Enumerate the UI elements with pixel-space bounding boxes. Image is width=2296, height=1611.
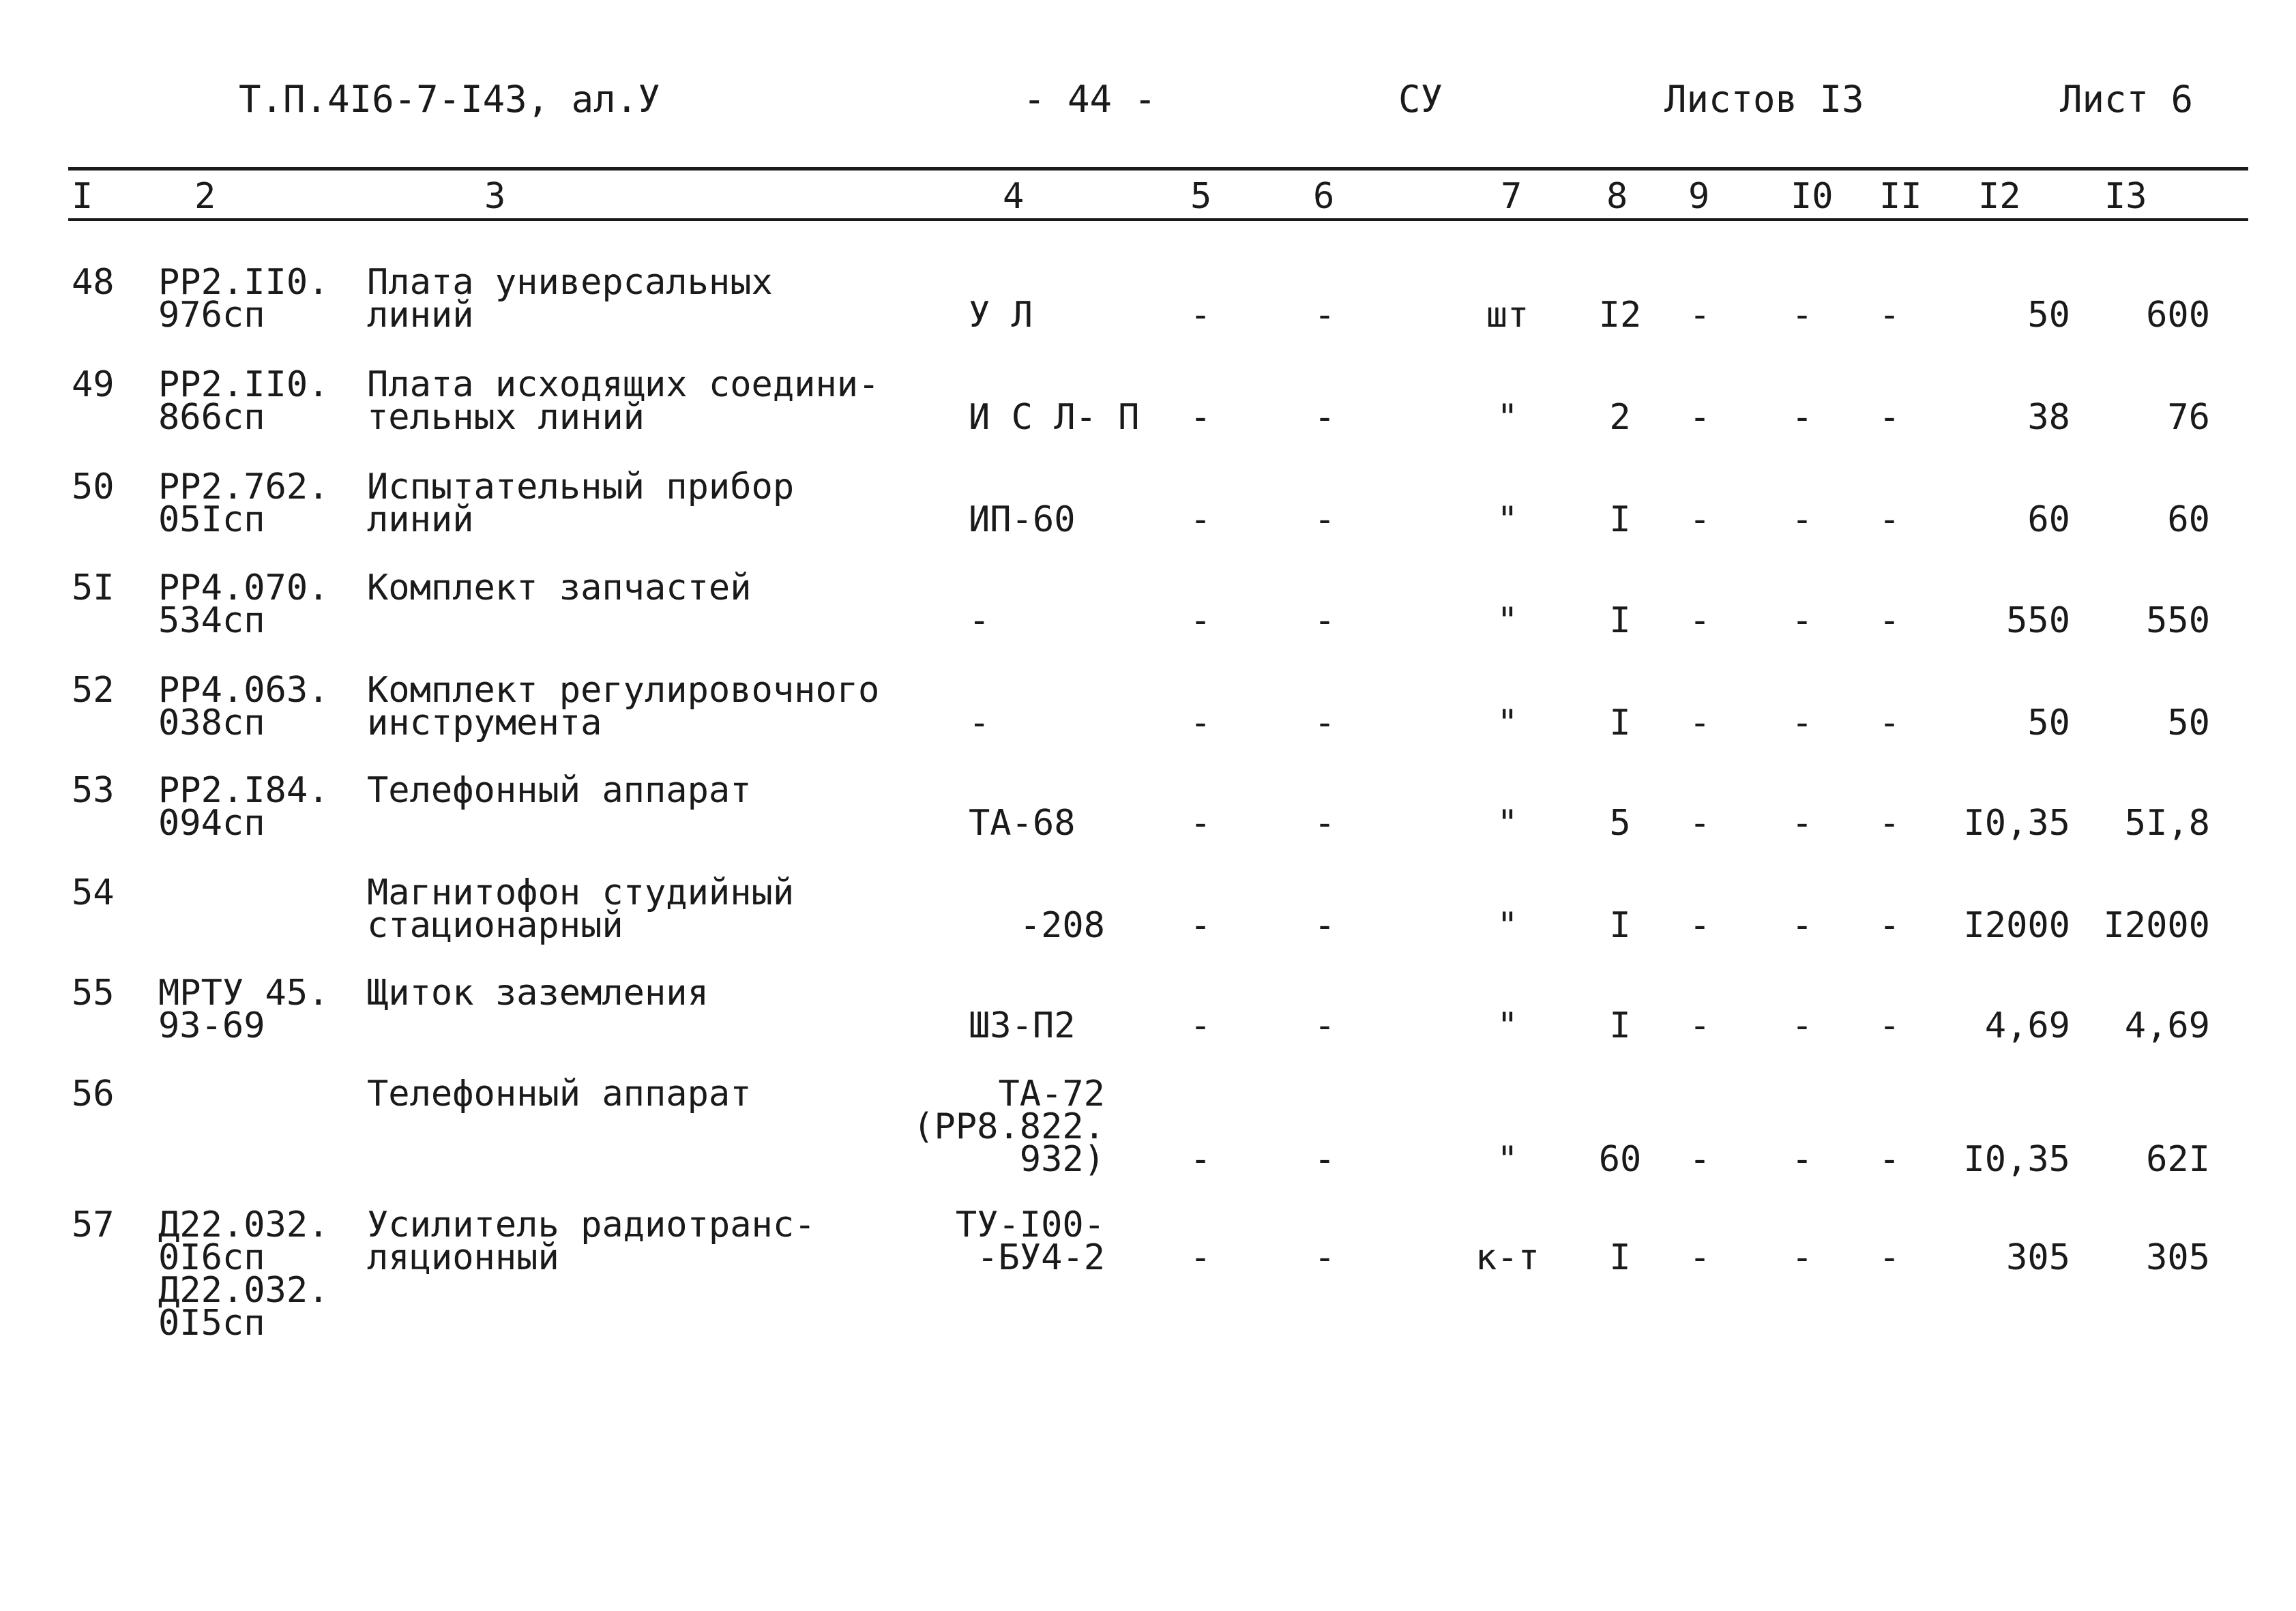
column-header: 5 bbox=[1190, 176, 1212, 217]
col11-value: - bbox=[1879, 1237, 1900, 1278]
designation-code bbox=[158, 1204, 329, 1344]
unit-price: I0,35 bbox=[1963, 1139, 2070, 1180]
col9-value: - bbox=[1689, 600, 1711, 641]
col6-value: - bbox=[1314, 397, 1336, 438]
column-header: 7 bbox=[1501, 176, 1522, 217]
item-name bbox=[367, 770, 752, 811]
col9-value: - bbox=[1689, 905, 1711, 946]
col5-value: - bbox=[1190, 1139, 1211, 1180]
item-name-line: инструмента bbox=[367, 703, 602, 743]
col6-value: - bbox=[1314, 600, 1336, 641]
col10-value: - bbox=[1791, 397, 1813, 438]
item-name-line: Комплект запчастей bbox=[367, 567, 752, 608]
row-number: 53 bbox=[72, 770, 115, 811]
unit: " bbox=[1497, 600, 1518, 641]
designation-code-line: РР2.II0. bbox=[158, 364, 329, 405]
column-header: 8 bbox=[1606, 176, 1628, 217]
type-designation bbox=[900, 1074, 1105, 1180]
col6-value: - bbox=[1314, 499, 1336, 540]
unit-price: 305 bbox=[2006, 1237, 2070, 1278]
unit: шт bbox=[1486, 295, 1529, 336]
designation-code-line: МРТУ 45. bbox=[158, 973, 329, 1014]
col11-value: - bbox=[1879, 1005, 1900, 1046]
type-designation bbox=[969, 499, 1076, 540]
row-number: 56 bbox=[72, 1074, 115, 1114]
item-name bbox=[367, 1074, 752, 1114]
item-name bbox=[367, 973, 709, 1014]
quantity: I bbox=[1609, 1237, 1631, 1278]
col10-value: - bbox=[1791, 905, 1813, 946]
col9-value: - bbox=[1689, 1139, 1711, 1180]
col11-value: - bbox=[1879, 600, 1900, 641]
type-designation bbox=[969, 397, 1140, 438]
designation-code bbox=[158, 670, 329, 743]
designation-code-line: РР4.063. bbox=[158, 670, 329, 711]
row-number: 54 bbox=[72, 872, 115, 913]
column-header: 2 bbox=[194, 176, 216, 217]
total-price: 62I bbox=[2146, 1139, 2210, 1180]
designation-code-line: 866сп bbox=[158, 397, 265, 438]
unit: " bbox=[1497, 905, 1518, 946]
page-number: - 44 - bbox=[1023, 78, 1157, 121]
designation-code-line: 534сп bbox=[158, 600, 265, 641]
quantity: 60 bbox=[1598, 1139, 1642, 1180]
quantity: I bbox=[1609, 905, 1631, 946]
total-price: 600 bbox=[2146, 295, 2210, 336]
item-name bbox=[367, 364, 880, 438]
type-designation-line: У Л bbox=[969, 295, 1033, 336]
col10-value: - bbox=[1791, 1139, 1813, 1180]
table-top-rule bbox=[68, 167, 2248, 171]
col6-value: - bbox=[1314, 1005, 1336, 1046]
col10-value: - bbox=[1791, 803, 1813, 844]
type-designation-line: ТА-72 bbox=[998, 1074, 1105, 1114]
column-header: I0 bbox=[1791, 176, 1834, 217]
unit-price: 550 bbox=[2006, 600, 2070, 641]
col6-value: - bbox=[1314, 905, 1336, 946]
unit: " bbox=[1497, 397, 1518, 438]
column-header: 6 bbox=[1313, 176, 1335, 217]
type-designation-line: ТА-68 bbox=[969, 803, 1076, 844]
col9-value: - bbox=[1689, 397, 1711, 438]
column-header: I2 bbox=[1978, 176, 2021, 217]
type-designation-line: 932) bbox=[1019, 1139, 1105, 1180]
unit-price: 60 bbox=[2027, 499, 2070, 540]
item-name-line: Телефонный аппарат bbox=[367, 1074, 752, 1114]
type-designation bbox=[969, 1005, 1076, 1046]
row-number: 57 bbox=[72, 1204, 115, 1245]
table-header-rule bbox=[68, 218, 2248, 221]
designation-code bbox=[158, 770, 329, 844]
col11-value: - bbox=[1879, 1139, 1900, 1180]
unit-price: 4,69 bbox=[1984, 1005, 2070, 1046]
col9-value: - bbox=[1689, 295, 1711, 336]
type-designation bbox=[900, 1204, 1105, 1278]
item-name bbox=[367, 262, 773, 336]
col6-value: - bbox=[1314, 703, 1336, 743]
col5-value: - bbox=[1190, 600, 1211, 641]
unit-price: I2000 bbox=[1963, 905, 2070, 946]
col11-value: - bbox=[1879, 397, 1900, 438]
col11-value: - bbox=[1879, 905, 1900, 946]
col5-value: - bbox=[1190, 703, 1211, 743]
document-code: Т.П.4I6-7-I43, ал.У bbox=[239, 78, 660, 121]
designation-code-line: 976сп bbox=[158, 295, 265, 336]
col10-value: - bbox=[1791, 1005, 1813, 1046]
col10-value: - bbox=[1791, 600, 1813, 641]
designation-code-line: 0I5сп bbox=[158, 1303, 265, 1344]
col9-value: - bbox=[1689, 499, 1711, 540]
item-name-line: линий bbox=[367, 295, 474, 336]
total-price: 60 bbox=[2167, 499, 2210, 540]
designation-code bbox=[158, 262, 329, 336]
row-number: 49 bbox=[72, 364, 115, 405]
col5-value: - bbox=[1190, 295, 1211, 336]
designation-code-line: РР4.070. bbox=[158, 567, 329, 608]
column-header: I3 bbox=[2104, 176, 2147, 217]
unit-price: 50 bbox=[2027, 703, 2070, 743]
quantity: 5 bbox=[1609, 803, 1631, 844]
column-header: 9 bbox=[1688, 176, 1710, 217]
designation-code-line: Д22.032. bbox=[158, 1270, 329, 1311]
unit-price: I0,35 bbox=[1963, 803, 2070, 844]
type-designation bbox=[969, 295, 1033, 336]
col5-value: - bbox=[1190, 1237, 1211, 1278]
type-designation-line: - bbox=[969, 703, 990, 743]
type-designation-line: -БУ4-2 bbox=[977, 1237, 1105, 1278]
item-name-line: ляционный bbox=[367, 1237, 559, 1278]
item-name-line: Плата исходящих соедини- bbox=[367, 364, 880, 405]
col11-value: - bbox=[1879, 295, 1900, 336]
item-name-line: Усилитель радиотранс- bbox=[367, 1204, 816, 1245]
quantity: I bbox=[1609, 600, 1631, 641]
total-price: 5I,8 bbox=[2124, 803, 2210, 844]
designation-code-line: Д22.032. bbox=[158, 1204, 329, 1245]
quantity: I bbox=[1609, 499, 1631, 540]
total-price: 4,69 bbox=[2124, 1005, 2210, 1046]
type-designation-line: ИП-60 bbox=[969, 499, 1076, 540]
item-name bbox=[367, 1204, 816, 1278]
quantity: I bbox=[1609, 1005, 1631, 1046]
item-name-line: Телефонный аппарат bbox=[367, 770, 752, 811]
type-designation bbox=[900, 905, 1105, 946]
col5-value: - bbox=[1190, 803, 1211, 844]
column-header: I bbox=[72, 176, 93, 217]
col5-value: - bbox=[1190, 397, 1211, 438]
item-name bbox=[367, 467, 795, 540]
item-name bbox=[367, 670, 880, 743]
row-number: 48 bbox=[72, 262, 115, 303]
column-header: 3 bbox=[484, 176, 506, 217]
col9-value: - bbox=[1689, 803, 1711, 844]
total-price: I2000 bbox=[2103, 905, 2210, 946]
type-designation-line: ТУ-I00- bbox=[955, 1204, 1105, 1245]
col11-value: - bbox=[1879, 499, 1900, 540]
col5-value: - bbox=[1190, 499, 1211, 540]
item-name-line: линий bbox=[367, 499, 474, 540]
designation-code bbox=[158, 467, 329, 540]
col6-value: - bbox=[1314, 1237, 1336, 1278]
type-designation-line: (РР8.822. bbox=[913, 1106, 1105, 1147]
item-name-line: тельных линий bbox=[367, 397, 645, 438]
column-header: II bbox=[1879, 176, 1922, 217]
row-number: 50 bbox=[72, 467, 115, 507]
row-number: 5I bbox=[72, 567, 115, 608]
col9-value: - bbox=[1689, 703, 1711, 743]
col5-value: - bbox=[1190, 905, 1211, 946]
unit-price: 50 bbox=[2027, 295, 2070, 336]
item-name bbox=[367, 872, 795, 946]
item-name-line: Плата универсальных bbox=[367, 262, 773, 303]
row-number: 55 bbox=[72, 973, 115, 1014]
item-name-line: стационарный bbox=[367, 905, 623, 946]
item-name bbox=[367, 567, 752, 608]
col10-value: - bbox=[1791, 295, 1813, 336]
type-designation-line: -208 bbox=[1019, 905, 1105, 946]
type-designation bbox=[969, 703, 990, 743]
designation-code bbox=[158, 364, 329, 438]
row-number: 52 bbox=[72, 670, 115, 711]
item-name-line: Щиток заземления bbox=[367, 973, 709, 1014]
item-name-line: Комплект регулировочного bbox=[367, 670, 880, 711]
designation-code bbox=[158, 567, 329, 641]
unit: " bbox=[1497, 703, 1518, 743]
designation-code-line: 05Iсп bbox=[158, 499, 265, 540]
quantity: I bbox=[1609, 703, 1631, 743]
type-designation-line: И С Л- П bbox=[969, 397, 1140, 438]
type-designation bbox=[969, 803, 1076, 844]
type-designation bbox=[969, 600, 990, 641]
col5-value: - bbox=[1190, 1005, 1211, 1046]
col6-value: - bbox=[1314, 295, 1336, 336]
designation-code-line: 094сп bbox=[158, 803, 265, 844]
designation-code-line: 0I6сп bbox=[158, 1237, 265, 1278]
col11-value: - bbox=[1879, 703, 1900, 743]
col6-value: - bbox=[1314, 803, 1336, 844]
section-code: СУ bbox=[1398, 78, 1443, 121]
col11-value: - bbox=[1879, 803, 1900, 844]
column-header: 4 bbox=[1003, 176, 1025, 217]
col9-value: - bbox=[1689, 1005, 1711, 1046]
designation-code-line: РР2.I84. bbox=[158, 770, 329, 811]
designation-code-line: РР2.762. bbox=[158, 467, 329, 507]
quantity: I2 bbox=[1598, 295, 1642, 336]
total-price: 305 bbox=[2146, 1237, 2210, 1278]
col9-value: - bbox=[1689, 1237, 1711, 1278]
type-designation-line: - bbox=[969, 600, 990, 641]
unit: к-т bbox=[1475, 1237, 1540, 1278]
unit-price: 38 bbox=[2027, 397, 2070, 438]
total-price: 550 bbox=[2146, 600, 2210, 641]
sheet-number: Лист 6 bbox=[2060, 78, 2194, 121]
unit: " bbox=[1497, 499, 1518, 540]
unit: " bbox=[1497, 803, 1518, 844]
col10-value: - bbox=[1791, 1237, 1813, 1278]
sheets-total: Листов I3 bbox=[1664, 78, 1864, 121]
quantity: 2 bbox=[1609, 397, 1631, 438]
col10-value: - bbox=[1791, 499, 1813, 540]
item-name-line: Магнитофон студийный bbox=[367, 872, 795, 913]
designation-code-line: 93-69 bbox=[158, 1005, 265, 1046]
col6-value: - bbox=[1314, 1139, 1336, 1180]
unit: " bbox=[1497, 1139, 1518, 1180]
type-designation-line: ШЗ-П2 bbox=[969, 1005, 1076, 1046]
col10-value: - bbox=[1791, 703, 1813, 743]
total-price: 50 bbox=[2167, 703, 2210, 743]
unit: " bbox=[1497, 1005, 1518, 1046]
total-price: 76 bbox=[2167, 397, 2210, 438]
designation-code-line: 038сп bbox=[158, 703, 265, 743]
item-name-line: Испытательный прибор bbox=[367, 467, 795, 507]
designation-code-line: РР2.II0. bbox=[158, 262, 329, 303]
designation-code bbox=[158, 973, 329, 1046]
